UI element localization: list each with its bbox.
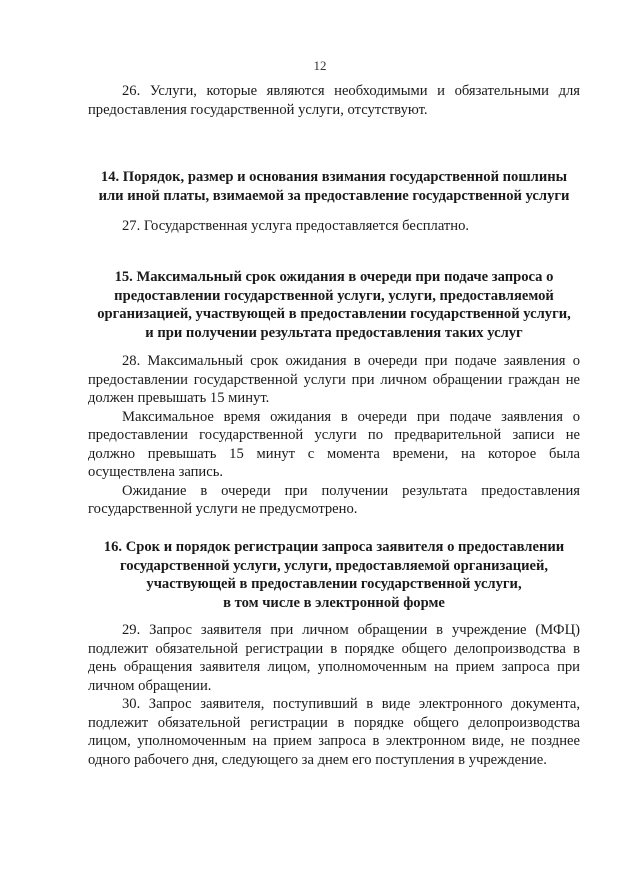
section-15-heading <box>88 268 580 342</box>
section-15-heading-line: предоставлении государственной услуги, услуги, предоставляемой <box>114 287 554 304</box>
paragraph-26-text: 26. Услуги, которые являются необходимыми и обязательными для предоставления государственной услуги, отсутствуют. <box>88 83 580 118</box>
paragraph-30-text: 30. Запрос заявителя, поступивший в виде электронного документа, подлежит обязательной регистрации в порядке общего делопроизводства лицом, уполномоченным на прием запроса в электронном виде, не позднее одного рабочего дня, следующего за днем его поступления в учреждение. <box>88 696 580 768</box>
paragraph-29-text: 29. Запрос заявителя при личном обращении в учреждение (МФЦ) подлежит обязательной регистрации в порядке общего делопроизводства в день обращения заявителя лицом, уполномоченным на прием запроса при личном обращении. <box>88 622 580 694</box>
paragraph-27 <box>88 217 580 236</box>
paragraph-28-wait-result: Ожидание в очереди при получении результата предоставления государственной услуги не предусмотрено. <box>88 482 580 517</box>
paragraphs-29-30 <box>88 621 580 769</box>
page-number: 12 <box>313 58 327 73</box>
paragraph-26 <box>88 82 580 119</box>
section-16-heading-line: 16. Срок и порядок регистрации запроса заявителя о предоставлении <box>103 539 565 555</box>
section-15-heading-line: 15. Максимальный срок ожидания в очереди при подаче запроса о <box>114 269 554 285</box>
section-16-heading-line: государственной услуги, услуги, предоставляемой организацией, <box>119 557 549 574</box>
paragraph-28-text: 28. Максимальный срок ожидания в очереди при подаче заявления о предоставлении государственной услуги при личном обращении граждан не должен превышать 15 минут. <box>88 353 580 406</box>
section-15-heading-line: и при получении результата предоставления таких услуг <box>145 324 523 341</box>
paragraph-28-wait-appointment: Максимальное время ожидания в очереди при подаче заявления о предоставлении государственной услуги по предварительной записи не должно превышать 15 минут с момента времени, на которое была осуществлена запись. <box>88 408 580 480</box>
section-14-heading-line: 14. Порядок, размер и основания взимания государственной пошлины <box>100 169 568 185</box>
section-16-heading-line: участвующей в предоставлении государственной услуги, <box>146 576 522 592</box>
section-16-heading-line: в том числе в электронной форме <box>223 594 445 611</box>
section-16-heading <box>88 538 580 612</box>
section-14-heading-line: или иной платы, взимаемой за предоставление государственной услуги <box>98 187 570 204</box>
section-14-heading <box>88 168 580 205</box>
paragraphs-28 <box>88 352 580 519</box>
section-15-heading-line: организацией, участвующей в предоставлении государственной услуги, <box>97 306 571 322</box>
paragraph-27-text: 27. Государственная услуга предоставляется бесплатно. <box>122 218 470 234</box>
